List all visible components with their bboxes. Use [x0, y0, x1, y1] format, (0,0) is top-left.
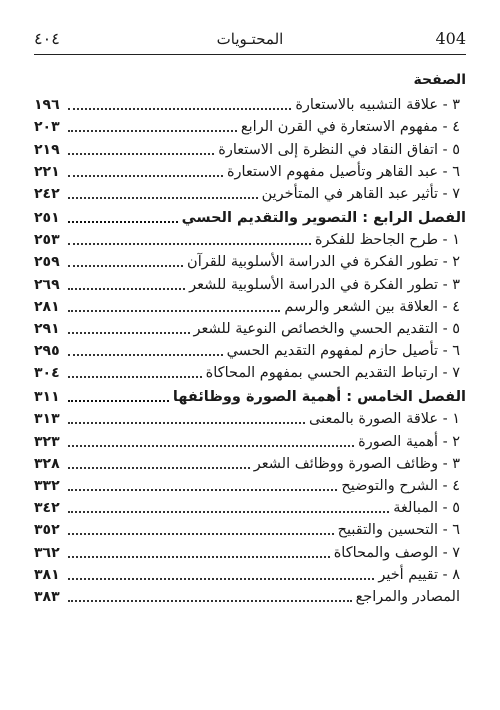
toc-page-number: ٢٠٣	[34, 119, 60, 136]
toc-entry-title: ٦ - عبد القاهر وتأصيل مفهوم الاستعارة	[226, 163, 460, 180]
section-title: المحتـويات	[216, 30, 284, 48]
dot-leader	[68, 108, 291, 110]
toc-page-number: ١٩٦	[34, 97, 60, 114]
toc-entry-title: ٦ - التحسين والتقبيح	[337, 522, 460, 539]
dot-leader	[68, 467, 250, 469]
dot-leader	[68, 400, 169, 402]
toc-entry-title: ١ - علاقة الصورة بالمعنى	[309, 411, 460, 428]
toc-entry-title: ٨ - تقييم أخير	[378, 566, 460, 583]
toc-entry-title: ٧ - تأثير عبد القاهر في المتأخرين	[261, 185, 460, 202]
toc-entry-row	[34, 115, 466, 137]
toc-entry-title: ٥ - التقديم الحسي والخصائص النوعية للشعر	[193, 320, 460, 337]
toc-page-number: ٣٥٢	[34, 522, 60, 539]
toc-page-number: ٢٨١	[34, 298, 60, 315]
toc-chapter-row	[34, 383, 466, 407]
toc-entry-title: ٥ - المبالغة	[393, 500, 460, 517]
toc-entry-row	[34, 93, 466, 115]
dot-leader	[68, 376, 202, 378]
toc-entry-title: ٧ - ارتباط التقديم الحسي بمفهوم المحاكاة	[205, 365, 460, 382]
toc-entry-row	[34, 182, 466, 204]
toc-page-number: ٣٨٣	[34, 588, 60, 605]
toc-entry-row	[34, 429, 466, 451]
table-of-contents	[34, 93, 466, 607]
toc-entry-row	[34, 474, 466, 496]
dot-leader	[68, 354, 223, 356]
toc-entry-title: ٧ - الوصف والمحاكاة	[333, 544, 460, 561]
dot-leader	[68, 445, 354, 447]
toc-page-number: ٣٨١	[34, 566, 60, 583]
toc-entry-title: الفصل الرابع : التصوير والتقديم الحسي	[181, 209, 466, 226]
toc-entry-row	[34, 518, 466, 540]
dot-leader	[68, 221, 178, 223]
toc-entry-row	[34, 339, 466, 361]
dot-leader	[68, 265, 183, 267]
toc-page-number: ٣١٣	[34, 411, 60, 428]
dot-leader	[68, 288, 185, 290]
toc-page-number: ٣٠٤	[34, 365, 60, 382]
dot-leader	[68, 489, 337, 491]
toc-entry-row	[34, 585, 466, 607]
toc-entry-row	[34, 250, 466, 272]
toc-entry-row	[34, 452, 466, 474]
toc-page-number: ٢٤٢	[34, 185, 60, 202]
toc-entry-title: ٥ - اتفاق النقاد في النظرة إلى الاستعارة	[218, 141, 460, 158]
toc-entry-row	[34, 361, 466, 383]
toc-chapter-row	[34, 204, 466, 228]
toc-entry-row	[34, 496, 466, 518]
toc-entry-title: ٣ - تطور الفكرة في الدراسة الأسلوبية للشعر	[189, 276, 460, 293]
toc-page-number: ٢٥١	[34, 209, 60, 226]
dot-leader	[68, 130, 237, 132]
running-header	[34, 28, 466, 52]
dot-leader	[68, 533, 334, 535]
page-number-latin: 404	[435, 29, 466, 48]
toc-page-number: ٢١٩	[34, 141, 60, 158]
toc-entry-title: الفصل الخامس : أهمية الصورة ووظائفها	[172, 389, 466, 406]
page-column-heading: الصفحة	[413, 72, 466, 88]
dot-leader	[68, 243, 311, 245]
toc-page-number: ٣٢٣	[34, 433, 60, 450]
header-rule	[34, 54, 466, 55]
toc-entry-title: ٣ - علاقة التشبيه بالاستعارة	[295, 97, 460, 114]
toc-entry-row	[34, 563, 466, 585]
dot-leader	[68, 422, 305, 424]
dot-leader	[68, 153, 214, 155]
toc-page-number: ٣٣٢	[34, 478, 60, 494]
toc-page-number: ٢٩١	[34, 320, 60, 337]
toc-page-number: ٢٦٩	[34, 276, 60, 293]
toc-entry-row	[34, 228, 466, 250]
toc-page-number: ٣٤٢	[34, 500, 60, 517]
page-number-arabic: ٤٠٤	[34, 29, 60, 48]
toc-entry-row	[34, 137, 466, 159]
toc-page-number: ٢٩٥	[34, 343, 60, 360]
toc-entry-row	[34, 272, 466, 294]
toc-entry-row	[34, 295, 466, 317]
toc-entry-title: ٤ - مفهوم الاستعارة في القرن الرابع	[240, 119, 460, 136]
toc-entry-title: ٣ - وظائف الصورة ووظائف الشعر	[253, 455, 460, 472]
toc-page-number: ٢٥٣	[34, 232, 60, 249]
toc-entry-row	[34, 317, 466, 339]
dot-leader	[68, 332, 190, 334]
toc-entry-title: المصادر والمراجع	[355, 588, 460, 605]
dot-leader	[68, 556, 330, 558]
toc-entry-title: ٤ - الشرح والتوضيح	[341, 478, 460, 494]
toc-entry-title: ٦ - تأصيل حازم لمفهوم التقديم الحسي	[226, 343, 460, 360]
toc-entry-title: ٤ - العلاقة بين الشعر والرسم	[284, 298, 460, 315]
toc-page-number: ٢٢١	[34, 163, 60, 180]
toc-page-number: ٣٦٢	[34, 544, 60, 561]
dot-leader	[68, 175, 223, 177]
toc-entry-row	[34, 160, 466, 182]
dot-leader	[68, 578, 374, 580]
toc-page-number: ٣١١	[34, 389, 60, 406]
dot-leader	[68, 310, 280, 312]
dot-leader	[68, 600, 352, 602]
toc-entry-row	[34, 540, 466, 562]
toc-entry-title: ١ - طرح الجاحظ للفكرة	[314, 232, 460, 249]
toc-entry-title: ٢ - أهمية الصورة	[358, 433, 460, 450]
toc-page-number: ٣٢٨	[34, 455, 60, 472]
dot-leader	[68, 511, 389, 513]
toc-entry-title: ٢ - تطور الفكرة في الدراسة الأسلوبية للقرآن	[187, 254, 460, 271]
toc-page-number: ٢٥٩	[34, 254, 60, 271]
dot-leader	[68, 197, 258, 199]
toc-entry-row	[34, 407, 466, 429]
